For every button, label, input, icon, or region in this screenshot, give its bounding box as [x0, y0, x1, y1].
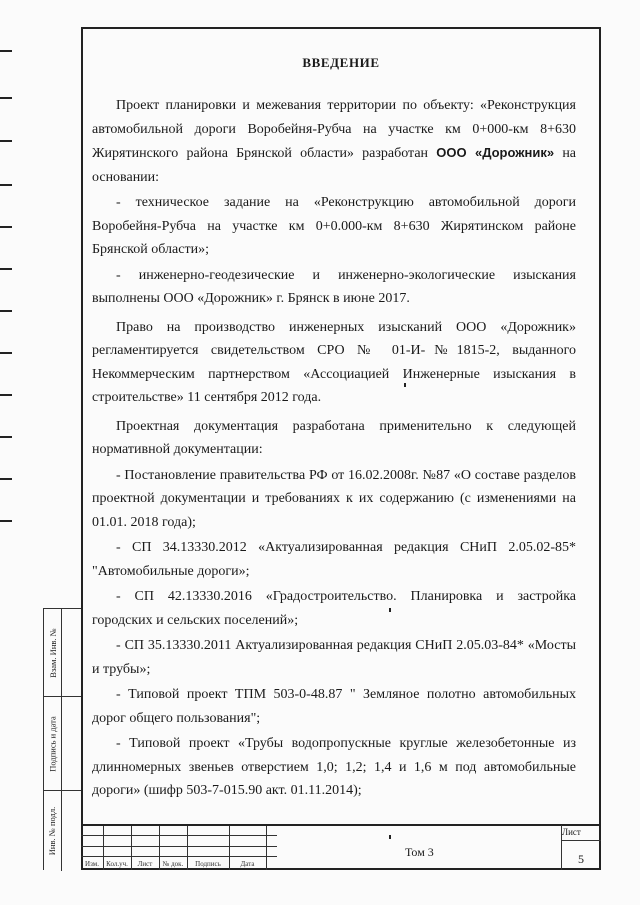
paragraph: - инженерно-геодезические и инженерно-экологические изыскания выполнены ООО «Дорожник» г. Брянск в июне 2017. — [92, 267, 576, 306]
title-block-col-label: Дата — [240, 860, 255, 868]
title-block-col-label: Изм. — [85, 860, 99, 868]
title-block-col-label: № док. — [162, 860, 184, 868]
paragraph: Проект планировки и межевания территории по объекту: «Реконструкция автомобильной дороги Воробейня-Рубча на участке км 0+000-км 8+630 Жирятинского района Брянской области» разработан ООО «Дорожник» на основании: — [92, 98, 577, 185]
title-block-col-label: Подпись — [195, 860, 221, 868]
paragraph: - Типовой проект ТПМ 503-0-48.87 " Земляное полотно автомобильных дорог общего пользования"; — [92, 687, 576, 726]
margin-tick — [0, 478, 12, 480]
margin-tick — [0, 436, 12, 438]
margin-tick — [0, 310, 12, 312]
side-cell-sign-date — [44, 697, 81, 791]
paragraph: Проектная документация разработана применительно к следующей нормативной документации: — [92, 418, 576, 457]
margin-tick — [0, 394, 12, 396]
paragraph: - СП 34.13330.2012 «Актуализированная редакция СНиП 2.05.02-85* "Автомобильные дороги»; — [92, 540, 576, 579]
margin-tick — [0, 50, 12, 52]
margin-tick — [0, 226, 12, 228]
side-label: Подпись и дата — [47, 716, 58, 772]
side-cell-inv-no — [44, 609, 81, 697]
side-label: Инв. № подл. — [47, 806, 58, 856]
side-label: Взам. Инв. № — [47, 628, 58, 678]
paragraph: - Постановление правительства РФ от 16.02.2008г. №87 «О составе разделов проектной документации и требованиях к их содержанию (с изменениями на 01.01. 2018 года); — [92, 467, 576, 530]
margin-tick — [0, 268, 12, 270]
company-name: ООО «Дорожник» — [436, 145, 555, 160]
scan-speck — [389, 835, 391, 839]
title-block-col-label: Кол.уч. — [106, 860, 128, 868]
volume-label: Том 3 — [405, 845, 434, 859]
document-body — [92, 94, 576, 805]
paragraph: Право на производство инженерных изысканий ООО «Дорожник» регламентируется свидетельством СРО № 01-И-№1815-2, выданного Некоммерческим партнерством «Ассоциацией Инженерные изыскания в строительстве» 11 сентября 2012 года. — [92, 319, 576, 405]
scan-speck — [389, 608, 391, 612]
scan-speck — [404, 383, 406, 387]
margin-tick — [0, 97, 12, 99]
sheet-label: Лист — [562, 827, 581, 837]
paragraph: - СП 42.13330.2016 «Градостроительство. Планировка и застройка городских и сельских поселений»; — [92, 589, 576, 628]
side-cell-inv-podl — [44, 791, 81, 871]
paragraph: - Типовой проект «Трубы водопропускные круглые железобетонные из длинномерных звеньев отверстием 1,0; 1,2; 1,4 и 1,6 м под автомобильные дороги» (шифр 503-7-015.90 акт. 01.11.2014); — [92, 736, 576, 798]
title-block-col-label: Лист — [137, 860, 153, 868]
paragraph: - техническое задание на «Реконструкцию автомобильной дороги Воробейня-Рубча на участке км 0+0.000-км 8+630 Жирятинском районе Брянской области»; — [92, 195, 576, 257]
margin-tick — [0, 184, 12, 186]
margin-tick — [0, 352, 12, 354]
title-block — [81, 824, 601, 870]
page-title: ВВЕДЕНИЕ — [302, 55, 380, 70]
side-stamp-strip — [43, 608, 81, 870]
margin-tick — [0, 520, 12, 522]
sheet-number: 5 — [578, 852, 584, 866]
margin-tick — [0, 140, 12, 142]
paragraph: - СП 35.13330.2011 Актуализированная редакция СНиП 2.05.03-84* «Мосты и трубы»; — [92, 638, 576, 677]
